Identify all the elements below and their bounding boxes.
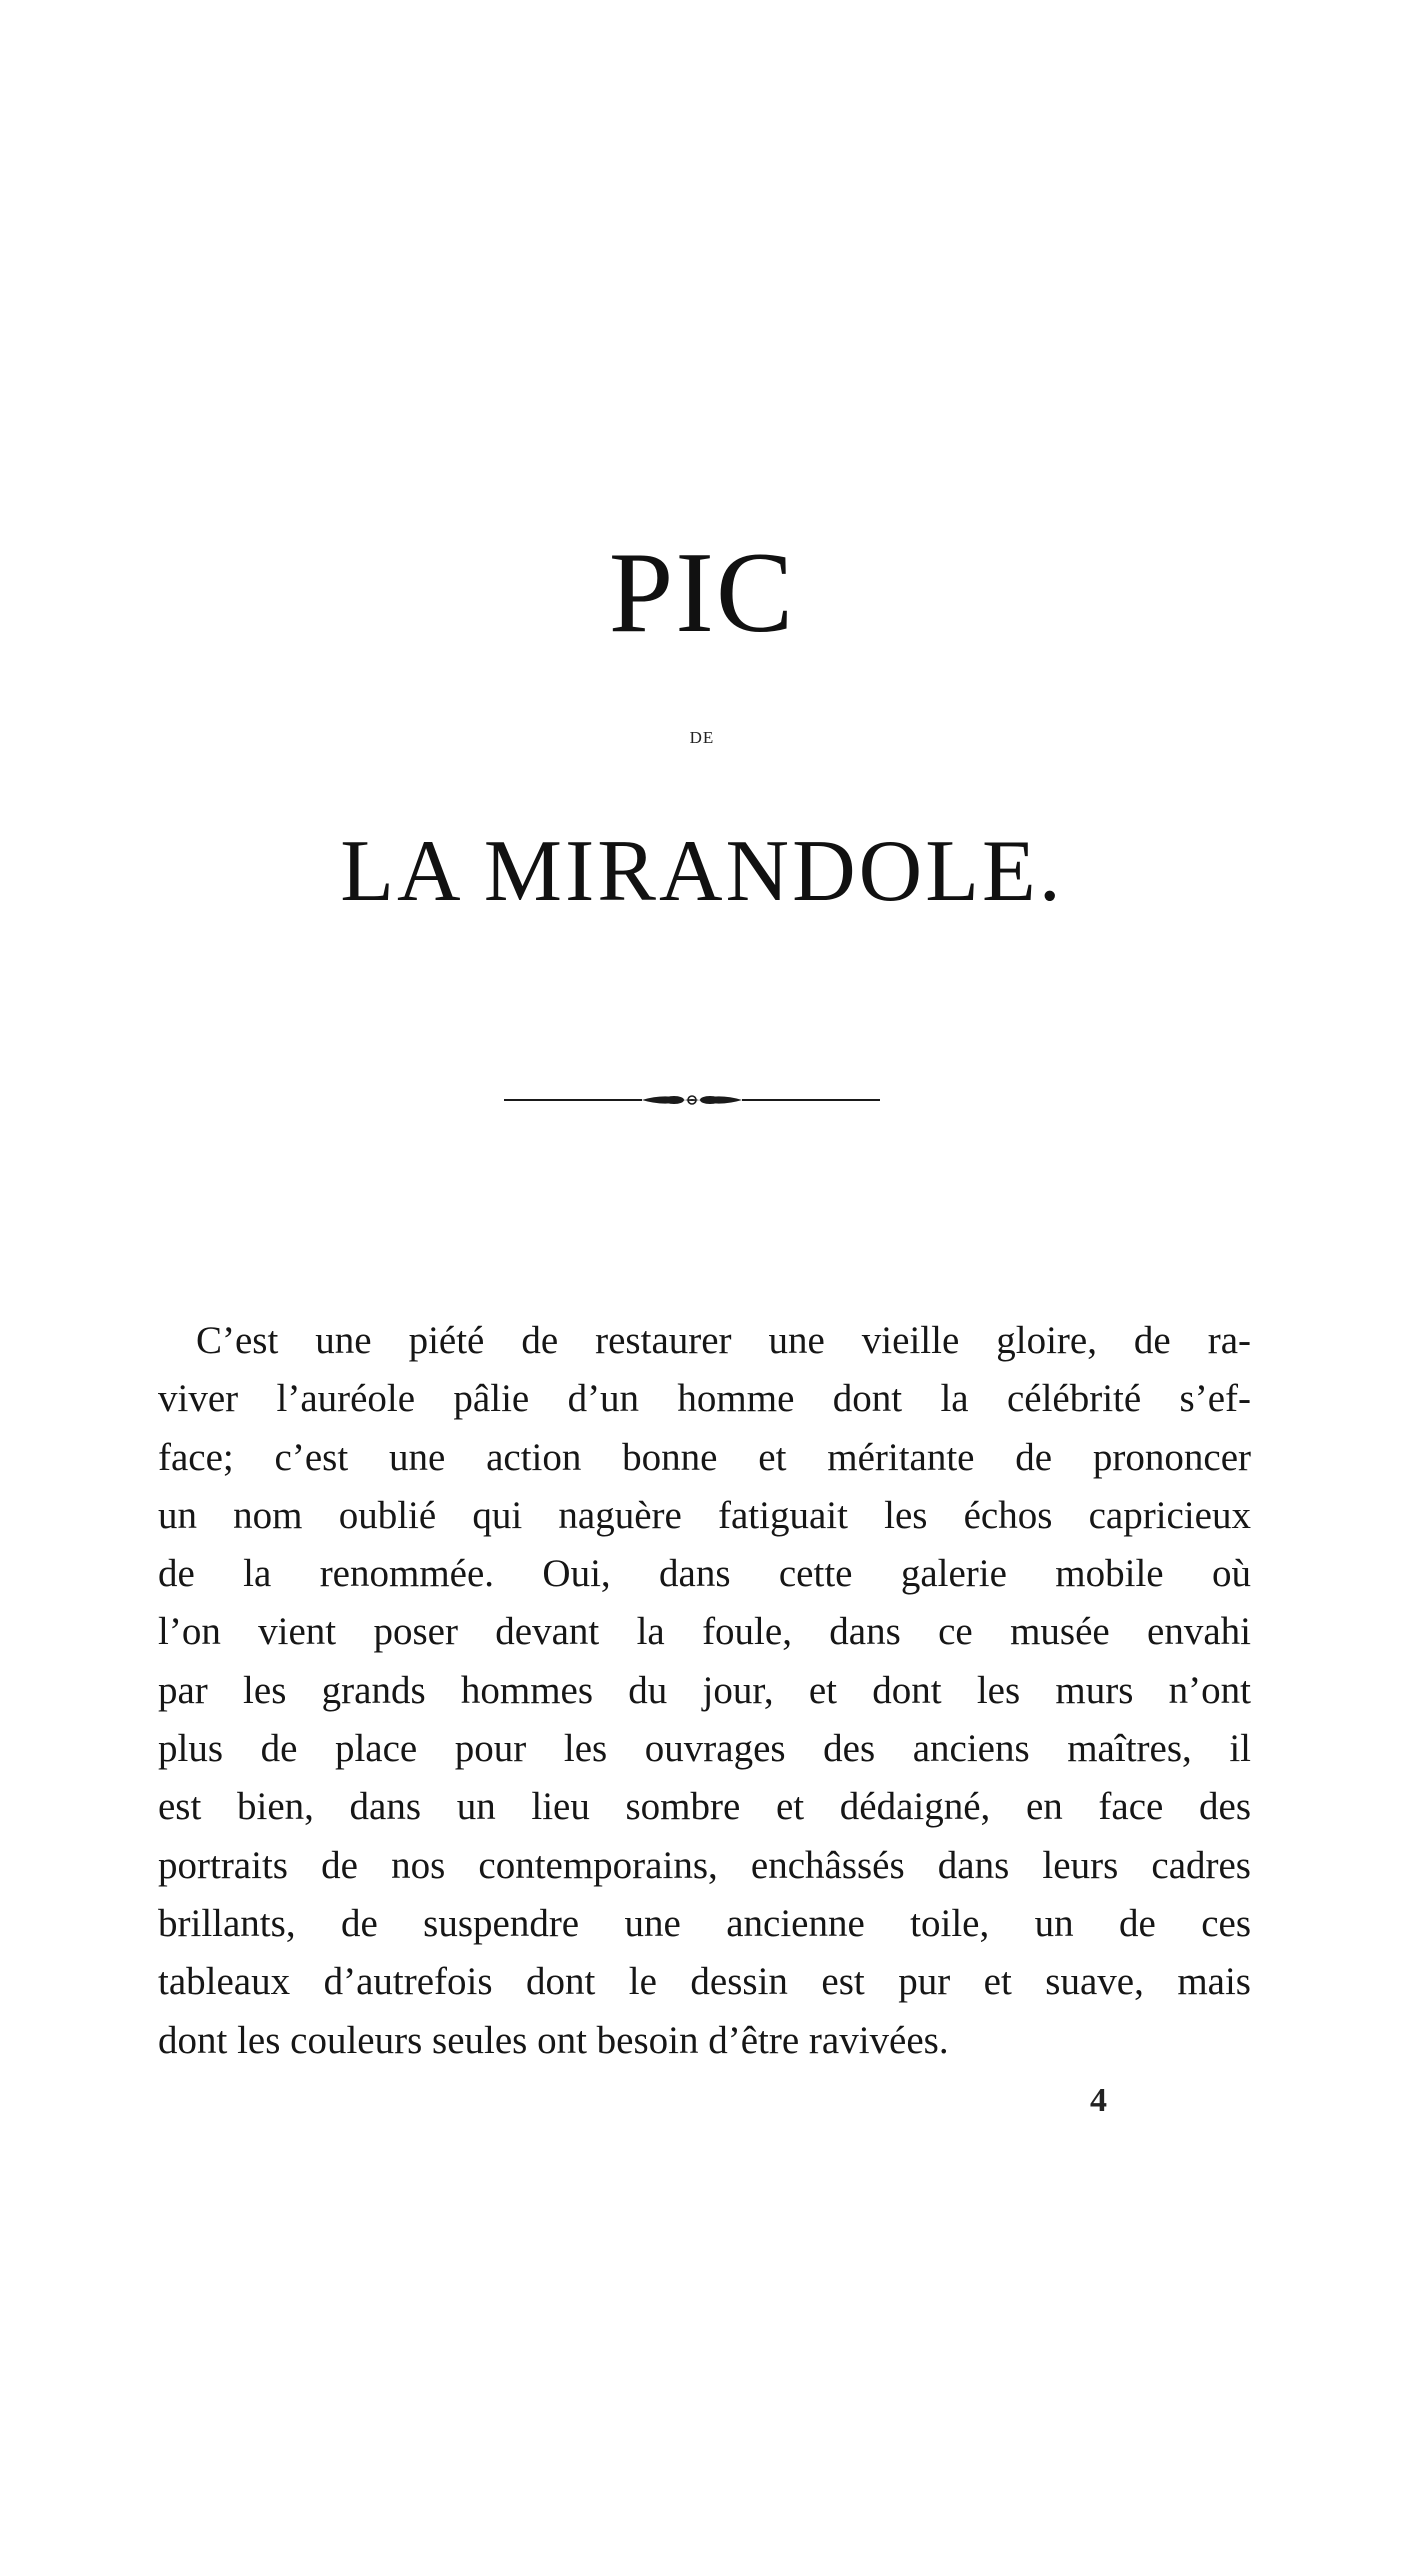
paragraph-line: C’est une piété de restaurer une vieille gloire, de ra- [196, 1319, 1251, 1362]
title-main: PIC [608, 529, 796, 657]
paragraph-line: de la renommée. Oui, dans cette galerie mobile où [158, 1552, 1251, 1596]
paragraph-line: face; c’est une action bonne et méritante de prononcer [158, 1435, 1251, 1479]
signature-mark: 4 [1090, 2082, 1107, 2119]
title-subtitle: LA MIRANDOLE. [340, 823, 1064, 920]
typographic-rule-ornament-icon [502, 1082, 882, 1118]
paragraph-line: portraits de nos contemporains, enchâssés dans leurs cadres [158, 1843, 1251, 1887]
paragraph-line: tableaux d’autrefois dont le dessin est pur et suave, mais [158, 1960, 1251, 2004]
paragraph-line: plus de place pour les ouvrages des anciens maîtres, il [158, 1727, 1251, 1771]
paragraph-line: par les grands hommes du jour, et dont les murs n’ont [158, 1668, 1251, 1712]
paragraph-line: un nom oublié qui naguère fatiguait les échos capricieux [158, 1493, 1251, 1537]
paragraph-line: viver l’auréole pâlie d’un homme dont la célébrité s’ef- [158, 1377, 1251, 1421]
body-paragraph [158, 1312, 1251, 2070]
paragraph-line: dont les couleurs seules ont besoin d’être ravivées. [158, 2018, 949, 2062]
title-connector: DE [689, 728, 715, 747]
paragraph-line: est bien, dans un lieu sombre et dédaigné, en face des [158, 1785, 1251, 1829]
paragraph-line: l’on vient poser devant la foule, dans ce musée envahi [158, 1610, 1251, 1654]
paragraph-line: brillants, de suspendre une ancienne toile, un de ces [158, 1901, 1251, 1945]
